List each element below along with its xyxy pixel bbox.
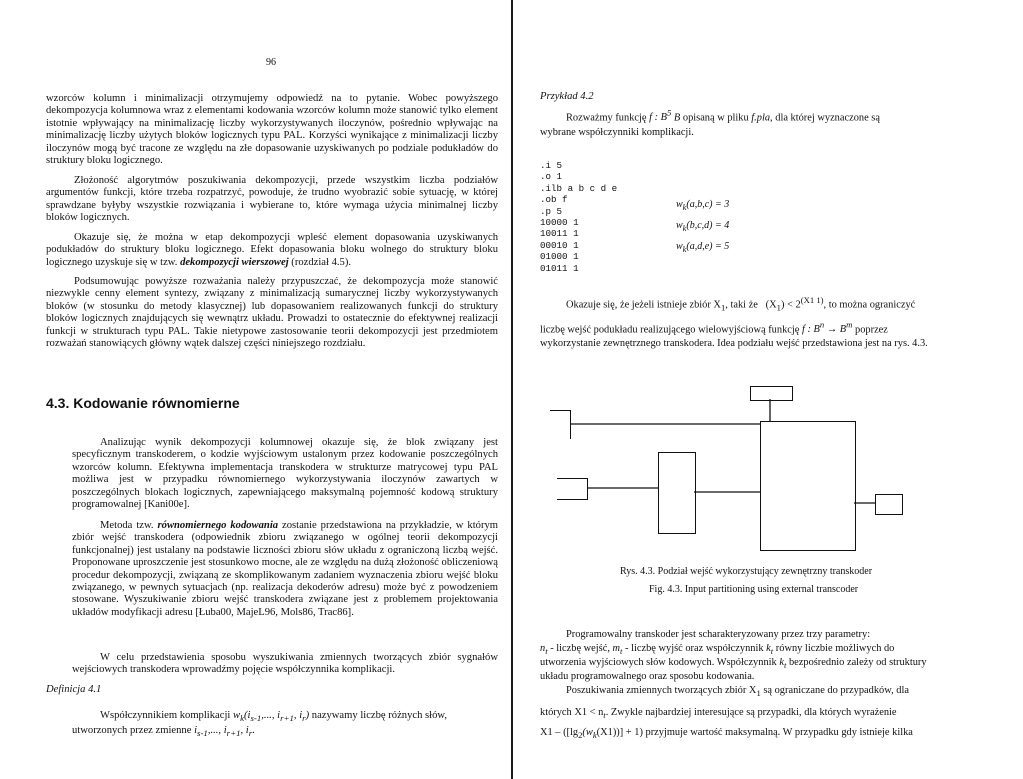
definition-text: Współczynnikiem komplikacji $w_k(i_{s-1}$,..., $i_{r+1}$, $i_r$) nazywamy liczbę różnych słów, utworzonych przez zmienne $i_{s-1}$,..., $i_{r+1}$, $i_r$.	[72, 710, 448, 738]
paragraph-3: Okazuje się, że można w etap dekompozycji wpleść element dopasowania uzyskiwanych podukładów do struktury bloku logicznego. Efekt dopasowania bloku wolnego do struktury bloku logicznego uzyskuje się w tzw. dekompozycji wierszowej (rozdział 4.5).	[46, 232, 498, 268]
pla-line: 01000 1	[540, 251, 579, 263]
paragraph-r3-line3: $X1 - ([\lg_2(w_k(X1))] + 1)$ przyjmuje wartość maksymalną. W przypadku gdy istnieje kilka	[540, 727, 913, 741]
paragraph-4: Podsumowując powyższe rozważania należy przypuszczać, że dekompozycja może stanowić niezwykle cenny element syntezy, związany z minimalizacją sumarycznej liczby wykorzystywanych bloków (w stosunku do metody klasycznej) lub dopasowaniem realizowanych funkcji do struktury bloków logicznych znajdujących się wewnątrz układu. Prowadzi to ostatecznie do efektywnej realizacji funkcji w strukturach typu PAL. Takie nietypowe zastosowanie teorii dekompozycji jest przedmiotem rozważań stanowiących główny wątek dalszej części niniejszego rozdziału.	[46, 276, 498, 350]
pla-line: 00010 1	[540, 239, 579, 251]
example-text-line1: Rozważmy funkcję f : $B^5$ B opisaną w pliku f.pla, dla której wyznaczone są	[566, 108, 880, 124]
paragraph-r2-line2: $n_t$ - liczbę wejść, $m_t$ - liczbę wyjść oraz współczynnik $k_t$ równy liczbie możliwych do	[540, 643, 895, 657]
pla-line: .ob f	[540, 194, 568, 206]
page-number: 96	[266, 57, 276, 68]
pla-line: .i 5	[540, 160, 563, 171]
paragraph-2: Złożoność algorytmów poszukiwania dekompozycji, przede wszystkim liczba podziałów argumentów funkcji, które trzeba rozpatrzyć, powoduje, że trudno wyobrazić sobie sytuację, w której sprawdzane byłyby wszystkie rozwiązania i wybierane to, które wymaga użycia minimalnej liczby bloków logicznych.	[46, 175, 498, 224]
paragraph-r1-line3: wykorzystanie zewnętrznego transkodera. Idea podziału wejść przedstawiona jest na rys. 4.3.	[540, 338, 928, 349]
pla-line: .p 5	[540, 205, 563, 217]
example-heading: Przykład 4.2	[540, 91, 594, 102]
coefficient-line: $w_k(b,c,d) = 4$	[676, 220, 730, 233]
paragraph-r1-line1: Okazuje się, że jeżeli istnieje zbiór $X_1$, taki że $(X_1) < 2^{(X1 1)}$, to można ograniczyć	[566, 295, 916, 313]
paragraph-1: wzorców kolumn i minimalizacji otrzymujemy odpowiedź na to pytanie. Wobec powyższego dekompozycja kolumnowa wraz z elementami kodowania wzorców kolumn może stanowić tylko element istotnie wpływający na minimalizację liczby wykorzystywanych iloczynów, pośrednio wpływając na minimalizację liczby użytych bloków logicznych typu PAL. Korzyści wynikające z minimalizacji liczby iloczynów mogą być tracone ze względu na złe dopasowanie uzyskiwanych po podziale podukładów do struktury bloku logicznego.	[46, 93, 498, 167]
pla-line: .o 1	[540, 171, 563, 183]
pla-line: 10000 1	[540, 217, 579, 229]
paragraph-5: Analizując wynik dekompozycji kolumnowej okazuje się, że blok związany jest specyficznym transkoderem, o kodzie wyjściowym ustalonym przez kodowanie poszczególnych wzorców kolumn. Efektywna implementacja transkodera w strukturze matrycowej typu PAL możliwa jest w przypadku równomiernego wykorzystywania iloczynów zawartych w poszczególnych blokach logicznych, zapewniającego maksymalną pojemność kodową struktury programowalnej [Kani00e].	[72, 437, 498, 511]
example-text-line2: wybrane współczynniki komplikacji.	[540, 127, 694, 138]
coefficient-line: $w_k(a,b,c) = 3$	[676, 199, 730, 212]
pla-line: .ilb a b c d e	[540, 182, 618, 194]
section-heading: 4.3. Kodowanie równomierne	[46, 395, 240, 411]
definition-heading: Definicja 4.1	[46, 684, 102, 695]
coefficient-line: $w_k(a,d,e) = 5$	[676, 241, 730, 254]
paragraph-6: Metoda tzw. równomiernego kodowania zostanie przedstawiona na przykładzie, w którym zbiór wejść transkodera (odpowiednik zbioru związanego w ogólnej teorii dekompozycji funkcjonalnej) jest ustalany na podstawie liczności zbioru słów układu z ograniczoną liczbą wejść. Proponowane uproszczenie jest stosunkowo mocne, ale ze względu na dużą złożoność obliczeniową procedur dekompozycji, związaną ze skomplikowanym zadaniem wyznaczenia zbioru wejść bloku związanego, w pewnych sytuacjach (np. realizacja dekoderów adresu) może być z powodzeniem stosowane. Wyszukiwanie zbioru wejść transkodera związane jest z problemem projektowania układów modyfikacji adresu [Łuba00, MajeL96, Mols86, Trac86].	[72, 520, 499, 618]
pla-line: 01011 1	[540, 262, 579, 274]
paragraph-r1-line2: liczbę wejść podukładu realizującego wielowyjściową funkcję f : $B^n \to B^m$ poprzez	[540, 320, 888, 336]
paragraph-r3-line1: Poszukiwania zmiennych tworzących zbiór $X_1$ są ograniczane do przypadków, dla	[566, 685, 909, 699]
pla-line: 10011 1	[540, 228, 579, 240]
paragraph-7: W celu przedstawienia sposobu wyszukiwania zmiennych tworzących zbiór sygnałów wejściowych transkodera wprowadźmy pojęcie współczynnika komplikacji.	[72, 652, 498, 676]
paragraph-r2-line4: układu programowalnego oraz sposobu kodowania.	[540, 671, 755, 682]
paragraph-r3-line2: których $X1 < n_t$. Zwykle najbardziej interesujące są przypadki, dla których wyrażenie	[540, 707, 897, 721]
paragraph-r2-line3: utworzenia wyjściowych słów kodowych. Współczynnik $k_t$ bezpośrednio zależy od struktury	[540, 657, 927, 671]
figure-caption-pl: Rys. 4.3. Podział wejść wykorzystujący zewnętrzny transkoder	[620, 566, 873, 577]
paragraph-r2-line1: Programowalny transkoder jest scharakteryzowany przez trzy parametry:	[566, 629, 871, 640]
figure-caption-en: Fig. 4.3. Input partitioning using external transcoder	[649, 584, 859, 595]
